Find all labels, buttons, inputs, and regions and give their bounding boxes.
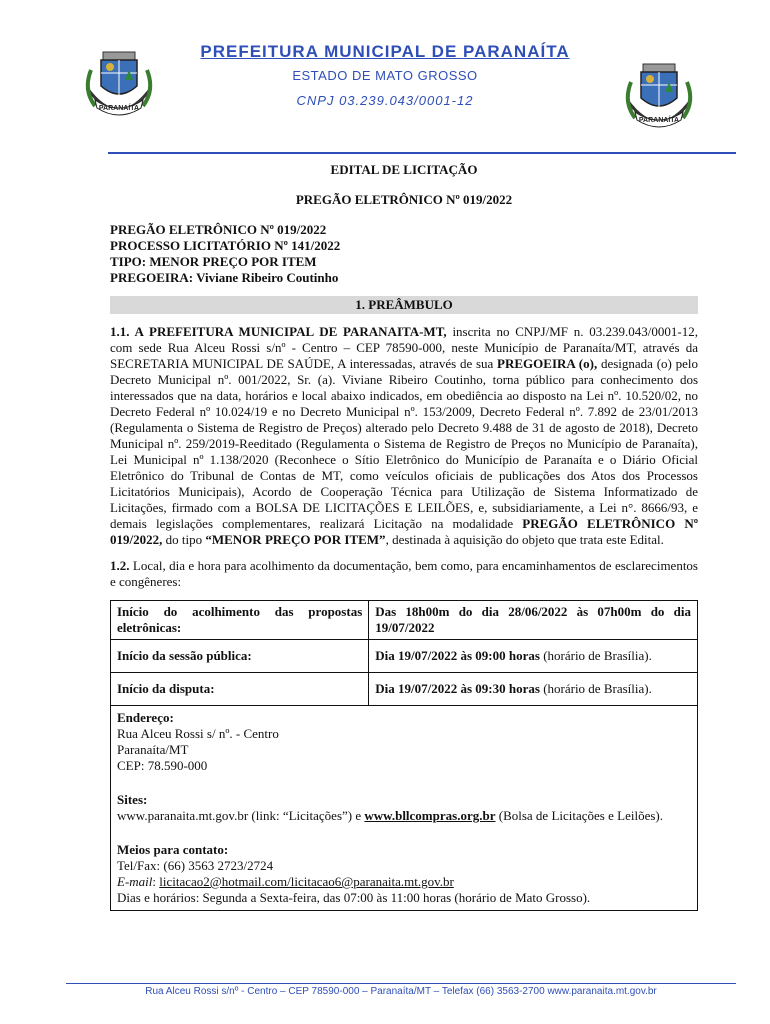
page-footer: Rua Alceu Rossi s/nº - Centro – CEP 78590-000 – Paranaíta/MT – Telefax (66) 3563-2700 www.paranaita.mt.gov.br (145, 986, 657, 997)
sites-text (117, 808, 691, 824)
schedule-value-rest: (horário de Brasília). (539, 681, 652, 696)
doc-subtitle: PREGÃO ELETRÔNICO Nº 019/2022 (295, 192, 513, 207)
svg-text:PARANAÍTA: PARANAÍTA (98, 105, 140, 112)
info-line: PREGOEIRA: Viviane Ribeiro Coutinho (110, 270, 339, 285)
cnpj: CNPJ 03.239.043/0001-12 (296, 93, 474, 108)
schedule-value-bold: Dia 19/07/2022 às 09:00 horas (375, 648, 540, 663)
info-line: PREGÃO ELETRÔNICO Nº 019/2022 (110, 222, 327, 237)
paragraph-text: do tipo (162, 532, 206, 547)
address-line: Paranaíta/MT (117, 742, 189, 757)
process-info (110, 222, 698, 286)
address-line: CEP: 78.590-000 (117, 758, 208, 773)
address-line: Rua Alceu Rossi s/ nº. - Centro (117, 726, 279, 741)
schedule-label: Início da disputa: (111, 673, 369, 706)
address-group (117, 710, 691, 774)
paragraph-bold: PREGOEIRA (o), (497, 356, 598, 371)
paragraph-bold: PREGÃO ELETRÔNICO Nº 019/2022, (110, 516, 699, 547)
paragraph-text: inscrita no CNPJ/MF n. 03.239.043/0001-12, com sede Rua Alceu Rossi s/nº - Centro – CEP 78590-000, neste Município de Paranaíta/MT, através da SECRETARIA MUNICIPAL DE SAÚDE, A interessadas, através de sua (110, 324, 698, 371)
section-heading-preambulo: 1. PREÂMBULO (110, 296, 698, 314)
paragraph-text: designada (o) pelo Decreto Municipal nº. 001/2022, Sr. (a). Viviane Ribeiro Coutinho, torna público para conhecimento dos interessados que na data, horários e local abaixo indicados, em obediência ao disposto na Lei nº. 10.520/02, no Decreto Federal nº 10.024/19 e no Decreto Municipal nº. 153/2009, Decreto Federal nº. 7.892 de 23/01/2013 (Regulamenta o Sistema de Registro de Preços) alterado pelo Decreto 9.488 de 31 de agosto de 2018), Decreto Municipal nº. 259/2019-Reeditado (Regulamenta o Sistema de Registro de Preços no Município de Paranaíta), Lei Municipal nº 1.138/2020 (Reconhece o Sítio Eletrônico do Município de Paranaíta e o Diário Oficial Eletrônico do Tribunal de Contas de MT, como veículos oficiais de publicações dos Atos dos Processos Licitatórios Municipais), Acordo de Cooperação Técnica para Utilização de Sistema Informatizado de Licitações, firmado com a BOLSA DE LICITAÇÕES E LEILÕES, e, subsidiariamente, a Lei n°. 8666/93, e demais legislações complementares, realizará Licitação na modalidade (110, 356, 698, 531)
sites-heading: Sites: (117, 792, 148, 807)
paragraph-lead: 1.2. (110, 558, 130, 573)
contact-heading: Meios para contato: (117, 842, 229, 857)
bll-link[interactable]: www.bllcompras.org.br (364, 808, 496, 823)
schedule-value (369, 673, 698, 706)
state-name: ESTADO DE MATO GROSSO (292, 68, 478, 83)
municipal-seal-icon (77, 40, 161, 124)
paragraph-text: , destinada à aquisição do objeto que trata este Edital. (385, 532, 664, 547)
svg-text:PARANAÍTA: PARANAÍTA (638, 117, 680, 124)
paragraph-text: Local, dia e hora para acolhimento da documentação, bem como, para encaminhamentos de esclarecimentos e congêneres: (110, 558, 698, 589)
table-row (111, 673, 698, 706)
schedule-value-rest: (horário de Brasília). (539, 648, 652, 663)
info-line: PROCESSO LICITATÓRIO Nº 141/2022 (110, 238, 341, 253)
letterhead (0, 0, 770, 160)
contact-hours: Dias e horários: Segunda a Sexta-feira, das 07:00 às 11:00 horas (horário de Mato Grosso). (117, 890, 591, 905)
contact-phone: Tel/Fax: (66) 3563 2723/2724 (117, 858, 274, 873)
email-link[interactable]: licitacao2@hotmail.com/licitacao6@paranaita.mt.gov.br (159, 874, 454, 889)
paragraph-bold: “MENOR PREÇO POR ITEM” (205, 532, 386, 547)
email-label: E-mail (117, 874, 153, 889)
table-row (111, 601, 698, 640)
header-divider (108, 152, 736, 154)
document-body (110, 162, 698, 911)
sites-text-part: www.paranaita.mt.gov.br (link: “Licitações”) e (117, 808, 365, 823)
address-cell (111, 706, 698, 911)
schedule-table (110, 600, 698, 911)
doc-title: EDITAL DE LICITAÇÃO (330, 162, 478, 177)
email-sep: : (152, 874, 160, 889)
schedule-label: Início da sessão pública: (111, 640, 369, 673)
schedule-value (369, 640, 698, 673)
schedule-value-bold: Das 18h00m do dia 28/06/2022 às 07h00m do dia 19/07/2022 (375, 604, 691, 635)
contact-email-line (117, 874, 691, 890)
paragraph-lead: 1.1. A PREFEITURA MUNICIPAL DE PARANAITA-MT, (110, 324, 447, 339)
municipality-title: PREFEITURA MUNICIPAL DE PARANAÍTA (200, 42, 570, 61)
contact-group (117, 842, 691, 906)
info-line: TIPO: MENOR PREÇO POR ITEM (110, 254, 317, 269)
table-row (111, 706, 698, 911)
schedule-value (369, 601, 698, 640)
schedule-value-bold: Dia 19/07/2022 às 09:30 horas (375, 681, 540, 696)
schedule-label: Início do acolhimento das propostas eletrônicas: (111, 601, 369, 640)
footer-divider (66, 983, 736, 984)
sites-text-part: (Bolsa de Licitações e Leilões). (495, 808, 663, 823)
address-heading: Endereço: (117, 710, 174, 725)
municipal-seal-icon (617, 52, 701, 136)
paragraph-1-2 (110, 558, 698, 590)
paragraph-1-1 (110, 324, 698, 548)
table-row (111, 640, 698, 673)
sites-group (117, 792, 691, 824)
